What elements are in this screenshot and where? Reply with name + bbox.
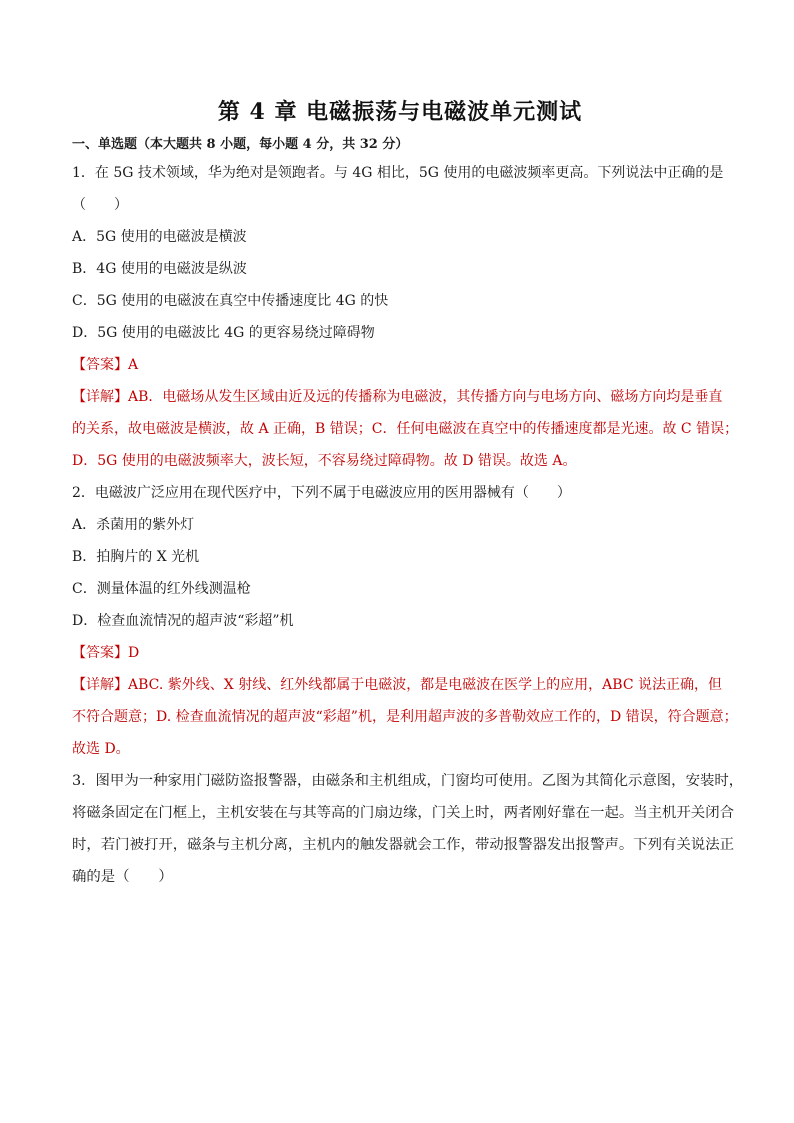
stem-line: 1．在 5G 技术领域，华为绝对是领跑者。与 4G 相比，5G 使用的电磁波频率更高。下列说法中正确的是 — [72, 165, 724, 181]
option-c: C．测量体温的红外线测温枪 — [72, 581, 251, 597]
stem-line: 确的是（ ） — [72, 869, 173, 885]
option-a: A．杀菌用的紫外灯 — [72, 517, 195, 533]
question-1 — [72, 163, 739, 471]
detail-tag: 【详解】 — [72, 677, 128, 693]
answer-value: A — [128, 357, 139, 373]
stem-line: 2．电磁波广泛应用在现代医疗中，下列不属于电磁波应用的医用器械有（ ） — [72, 485, 571, 501]
answer-tag: 【答案】 — [72, 357, 128, 373]
question-stem — [72, 163, 728, 215]
detail-line: D．5G 使用的电磁波频率大，波长短，不容易绕过障碍物。故 D 错误。故选 A。 — [72, 453, 577, 469]
option-b: B．4G 使用的电磁波是纵波 — [72, 261, 247, 277]
answer-value: D — [128, 645, 140, 661]
answer-line — [72, 355, 728, 375]
option-b: B．拍胸片的 X 光机 — [72, 549, 200, 565]
detail-text: AB．电磁场从发生区域由近及远的传播称为电磁波，其传播方向与电场方向、磁场方向均是垂直 — [128, 389, 723, 405]
stem-line: 3．图甲为一种家用门磁防盗报警器，由磁条和主机组成，门窗均可使用。乙图为其简化示意图，安装时， — [72, 773, 744, 789]
answer-tag: 【答案】 — [72, 645, 128, 661]
question-stem — [72, 483, 728, 503]
detail-tag: 【详解】 — [72, 389, 128, 405]
question-2 — [72, 483, 738, 759]
detail-line — [72, 387, 728, 407]
detail-text: ABC. 紫外线、X 射线、红外线都属于电磁波，都是电磁波在医学上的应用，ABC 说法正确，但 — [128, 677, 723, 693]
detail-line: 故选 D。 — [72, 741, 130, 757]
page-title: 第 4 章 电磁振荡与电磁波单元测试 — [217, 99, 583, 125]
document-page — [72, 96, 744, 899]
detail-line: 的关系，故电磁波是横波，故 A 正确，B 错误；C．任何电磁波在真空中的传播速度都是光速。故 C 错误； — [72, 421, 739, 437]
stem-line: 将磁条固定在门框上，主机安装在与其等高的门扇边缘，门关上时，两者刚好靠在一起。当主机开关闭合 — [72, 805, 734, 821]
option-d: D．5G 使用的电磁波比 4G 的更容易绕过障碍物 — [72, 325, 375, 341]
answer-line — [72, 643, 728, 663]
detail-line: 不符合题意；D. 检查血流情况的超声波“彩超”机，是利用超声波的多普勒效应工作的，D 错误，符合题意； — [72, 709, 738, 725]
option-a: A．5G 使用的电磁波是横波 — [72, 229, 247, 245]
detail-block — [72, 387, 739, 471]
option-c: C．5G 使用的电磁波在真空中传播速度比 4G 的快 — [72, 293, 389, 309]
question-3 — [72, 771, 744, 887]
stem-line: （ ） — [72, 197, 128, 213]
section-heading: 一、单选题（本大题共 8 小题，每小题 4 分，共 32 分） — [72, 137, 409, 152]
option-d: D．检查血流情况的超声波“彩超”机 — [72, 613, 294, 629]
detail-block — [72, 675, 738, 759]
stem-line: 时，若门被打开，磁条与主机分离，主机内的触发器就会工作，带动报警器发出报警声。下列有关说法正 — [72, 837, 734, 853]
detail-line — [72, 675, 728, 695]
